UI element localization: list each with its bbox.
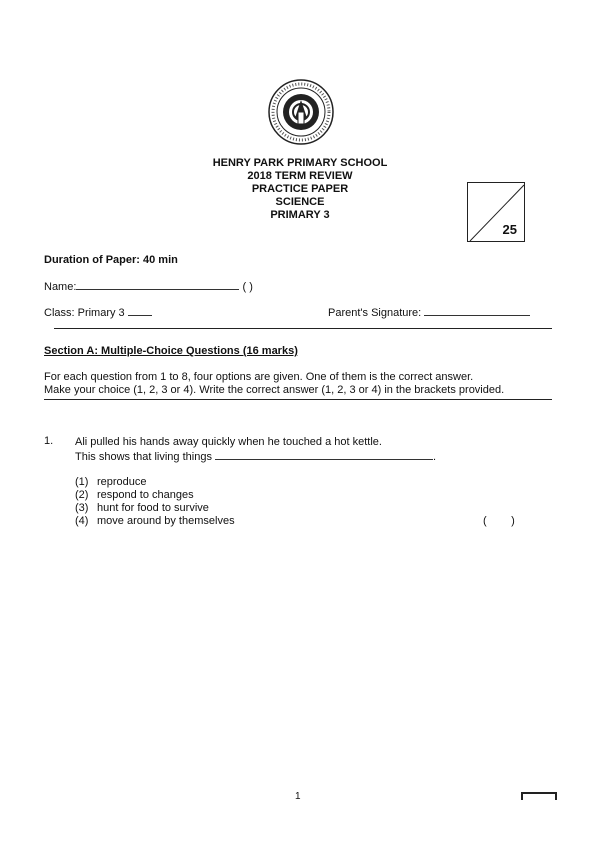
exam-title: 2018 TERM REVIEW	[247, 170, 353, 182]
signature-label: Parent's Signature:	[328, 307, 422, 319]
name-row	[44, 279, 253, 293]
page-number: 1	[295, 791, 301, 802]
subject: SCIENCE	[275, 196, 325, 208]
option-2: (2) respond to changes	[75, 489, 194, 501]
option-1: (1) reproduce	[75, 476, 147, 488]
option-4: (4) move around by themselves	[75, 515, 235, 527]
paper-type: PRACTICE PAPER	[251, 183, 349, 195]
section-title: Section A: Multiple-Choice Questions (16 marks)	[44, 345, 298, 357]
option-3: (3) hunt for food to survive	[75, 502, 209, 514]
name-field[interactable]	[76, 279, 239, 290]
question-number: 1.	[44, 435, 54, 447]
divider	[54, 328, 552, 329]
question-line: This shows that living things .	[75, 451, 437, 463]
answer-blank[interactable]	[215, 449, 433, 460]
question-line: Ali pulled his hands away quickly when he touched a hot kettle.	[75, 436, 382, 448]
class-row	[44, 305, 152, 319]
instruction-line: For each question from 1 to 8, four options are given. One of them is the correct answer.	[44, 371, 474, 383]
corner-mark	[521, 792, 557, 800]
score-box[interactable]	[467, 182, 525, 242]
name-label: Name:	[44, 281, 77, 293]
duration-label: Duration of Paper: 40 min	[44, 254, 178, 266]
answer-bracket[interactable]: ( )	[483, 515, 515, 527]
class-field[interactable]	[128, 305, 152, 316]
class-label: Class: Primary 3	[44, 307, 125, 319]
instruction-line: Make your choice (1, 2, 3 or 4). Write the correct answer (1, 2, 3 or 4) in the brackets provided.	[44, 384, 505, 396]
question-options	[75, 476, 235, 528]
score-total: 25	[502, 222, 517, 237]
school-name: HENRY PARK PRIMARY SCHOOL	[212, 157, 388, 169]
index-number-bracket[interactable]: ( )	[242, 281, 253, 293]
school-crest-logo	[267, 78, 335, 146]
signature-row	[328, 305, 530, 319]
section-instructions	[44, 371, 504, 397]
signature-field[interactable]	[424, 305, 530, 316]
question-text	[75, 435, 436, 464]
level: PRIMARY 3	[270, 209, 330, 221]
paper-header	[150, 157, 450, 222]
divider	[44, 399, 552, 400]
